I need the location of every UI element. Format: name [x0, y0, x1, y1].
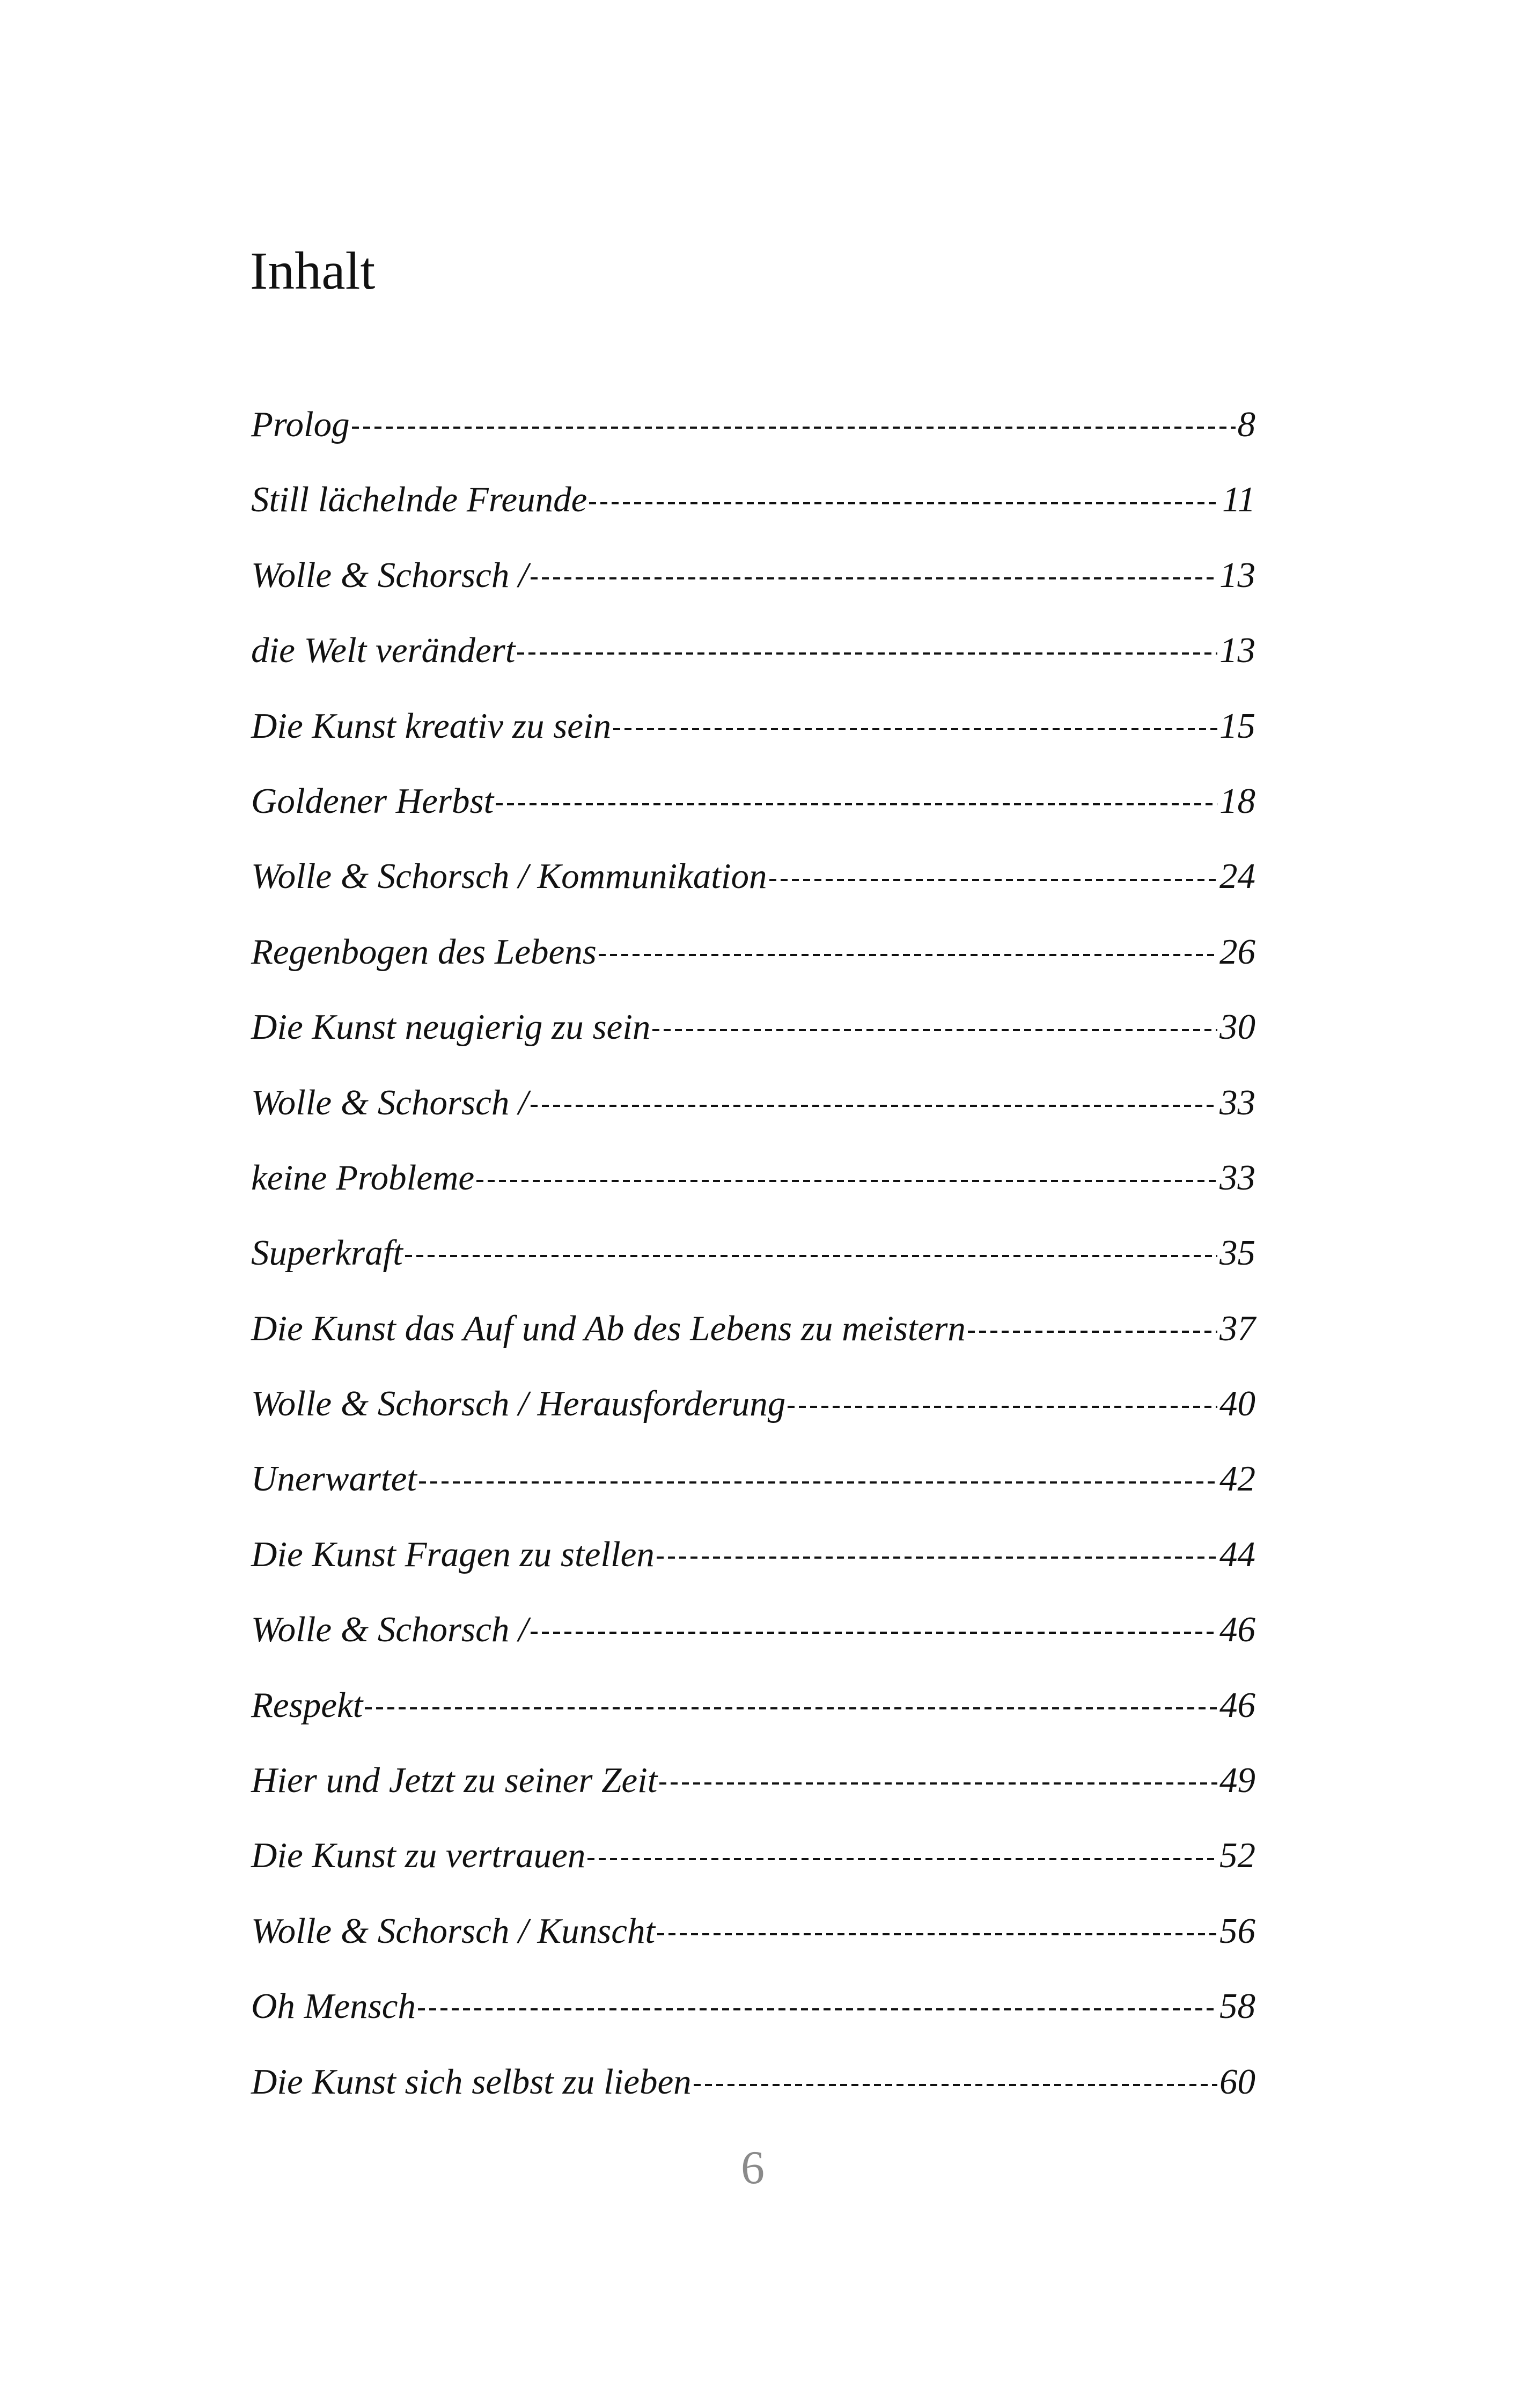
toc-entry-page: 15	[1219, 706, 1255, 746]
dot-leader	[365, 1707, 1217, 1710]
toc-entry[interactable]	[251, 763, 1255, 839]
toc-entry-page: 13	[1219, 555, 1255, 595]
toc-entry[interactable]	[251, 688, 1255, 763]
toc-entry[interactable]	[251, 989, 1255, 1064]
page-number: 6	[741, 2142, 765, 2194]
toc-entry[interactable]	[251, 1366, 1255, 1441]
toc-entry[interactable]	[251, 1592, 1255, 1667]
dot-leader	[613, 728, 1217, 731]
toc-entry-page: 33	[1219, 1157, 1255, 1198]
toc-entry-page: 49	[1219, 1760, 1255, 1801]
toc-entry[interactable]	[251, 1969, 1255, 2044]
toc-entry-title: Unerwartet	[251, 1459, 417, 1499]
toc-entry-page: 46	[1219, 1685, 1255, 1725]
page-title: Inhalt	[250, 241, 376, 300]
toc-entry-title: Superkraft	[251, 1233, 403, 1273]
toc-entry-title: Die Kunst kreativ zu sein	[251, 706, 612, 746]
toc-entry-page: 42	[1219, 1459, 1255, 1499]
toc-entry-page: 26	[1219, 931, 1255, 972]
toc-entry-page: 30	[1219, 1007, 1255, 1047]
dot-leader	[788, 1405, 1217, 1408]
toc-entry-page: 35	[1219, 1233, 1255, 1273]
toc-entry[interactable]	[251, 462, 1255, 537]
dot-leader	[657, 1933, 1217, 1936]
toc-entry-title: Wolle & Schorsch /	[251, 1082, 528, 1122]
toc-entry-title: Wolle & Schorsch / Herausforderung	[251, 1384, 786, 1424]
dot-leader	[531, 1104, 1217, 1107]
dot-leader	[657, 1556, 1217, 1559]
dot-leader	[352, 426, 1236, 429]
toc-entry[interactable]	[251, 1517, 1255, 1592]
toc-entry[interactable]	[251, 1818, 1255, 1893]
toc-entry-title: Wolle & Schorsch / Kommunikation	[251, 856, 767, 897]
dot-leader	[419, 1481, 1217, 1484]
toc-entry[interactable]	[251, 1291, 1255, 1366]
toc-entry-page: 44	[1219, 1534, 1255, 1574]
toc-entry[interactable]	[251, 1743, 1255, 1818]
toc-entry-page: 24	[1219, 856, 1255, 897]
toc-entry-title: Hier und Jetzt zu seiner Zeit	[251, 1760, 658, 1801]
toc-entry[interactable]	[251, 1441, 1255, 1516]
dot-leader	[589, 502, 1220, 505]
dot-leader	[769, 878, 1217, 882]
dot-leader	[405, 1254, 1217, 1258]
toc-entry-title: die Welt verändert	[251, 630, 516, 671]
toc-entry[interactable]	[251, 1893, 1255, 1969]
dot-leader	[496, 803, 1217, 806]
toc-entry-page: 37	[1219, 1308, 1255, 1348]
toc-entry-page: 8	[1237, 405, 1255, 444]
toc-entry[interactable]	[251, 538, 1255, 613]
toc-entry-title: Die Kunst das Auf und Ab des Lebens zu meistern	[251, 1308, 966, 1348]
dot-leader	[599, 953, 1217, 957]
toc-entry-title: Goldener Herbst	[251, 781, 494, 821]
dot-leader	[968, 1330, 1217, 1333]
toc-entry-title: Die Kunst sich selbst zu lieben	[251, 2061, 692, 2102]
dot-leader	[531, 577, 1217, 580]
dot-leader	[418, 2008, 1217, 2011]
toc-entry-page: 40	[1219, 1384, 1255, 1424]
toc-entry[interactable]	[251, 1215, 1255, 1290]
toc-entry-page: 46	[1219, 1610, 1255, 1650]
toc-entry[interactable]	[251, 914, 1255, 989]
toc-entry-title: keine Probleme	[251, 1157, 475, 1198]
toc-entry-page: 13	[1219, 630, 1255, 671]
toc-entry-page: 58	[1219, 1986, 1255, 2027]
dot-leader	[659, 1782, 1217, 1785]
toc-entry-title: Oh Mensch	[251, 1986, 416, 2027]
toc-entry-title: Die Kunst neugierig zu sein	[251, 1007, 651, 1047]
table-of-contents	[251, 387, 1255, 2119]
toc-entry-page: 60	[1219, 2061, 1255, 2102]
dot-leader	[652, 1029, 1217, 1032]
toc-entry[interactable]	[251, 1668, 1255, 1743]
toc-entry-page: 18	[1219, 781, 1255, 821]
toc-entry-title: Wolle & Schorsch / Kunscht	[251, 1911, 656, 1951]
toc-entry-title: Prolog	[251, 405, 350, 444]
toc-entry-page: 33	[1219, 1082, 1255, 1122]
dot-leader	[517, 652, 1217, 655]
toc-entry[interactable]	[251, 2044, 1255, 2119]
dot-leader	[531, 1631, 1217, 1634]
toc-entry-page: 56	[1219, 1911, 1255, 1951]
toc-entry[interactable]	[251, 1065, 1255, 1140]
toc-entry-page: 52	[1219, 1836, 1255, 1876]
toc-entry-title: Wolle & Schorsch /	[251, 555, 528, 595]
toc-entry[interactable]	[251, 387, 1255, 462]
toc-entry-title: Still lächelnde Freunde	[251, 480, 587, 520]
dot-leader	[587, 1858, 1217, 1861]
toc-entry-title: Wolle & Schorsch /	[251, 1610, 528, 1650]
toc-entry-title: Regenbogen des Lebens	[251, 931, 597, 972]
toc-entry[interactable]	[251, 839, 1255, 914]
dot-leader	[694, 2083, 1217, 2087]
toc-entry-title: Die Kunst zu vertrauen	[251, 1836, 586, 1876]
dot-leader	[476, 1179, 1217, 1183]
toc-entry[interactable]	[251, 1140, 1255, 1215]
toc-entry-title: Die Kunst Fragen zu stellen	[251, 1534, 655, 1574]
toc-entry-page: 11	[1222, 480, 1255, 520]
toc-entry[interactable]	[251, 613, 1255, 688]
toc-entry-title: Respekt	[251, 1685, 363, 1725]
